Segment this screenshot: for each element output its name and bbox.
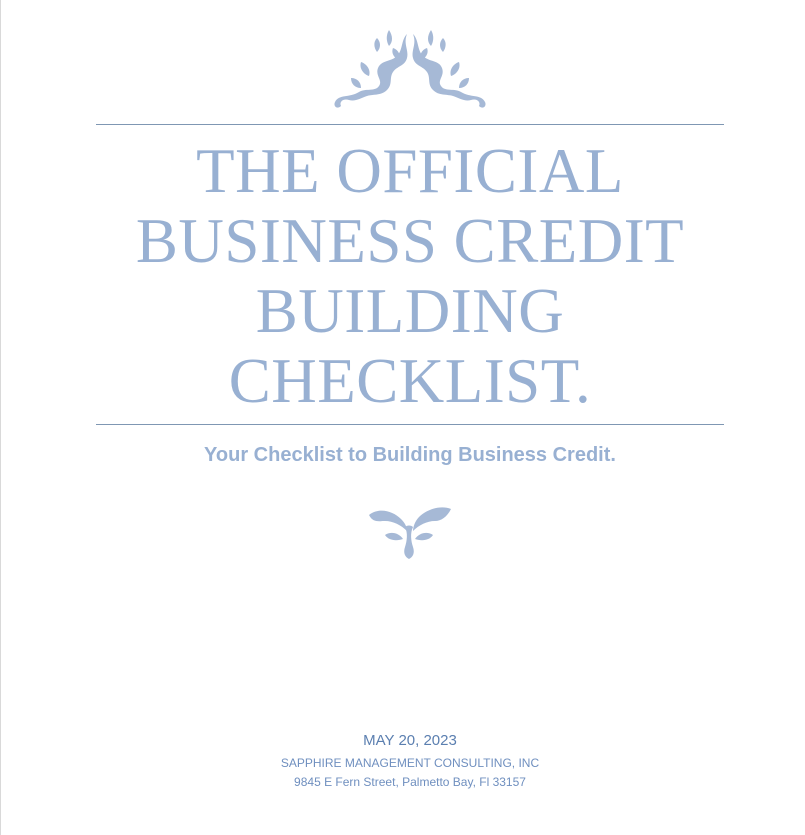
document-date: MAY 20, 2023 — [363, 732, 457, 749]
company-address: 9845 E Fern Street, Palmetto Bay, Fl 33157 — [294, 775, 526, 789]
acanthus-scroll-ornament-icon — [331, 26, 489, 112]
fleuron-ornament-icon — [367, 505, 453, 561]
title-line-1: THE OFFICIAL — [196, 136, 624, 206]
document-title — [96, 136, 724, 416]
title-line-2: BUSINESS CREDIT — [135, 206, 685, 276]
title-line-4: CHECKLIST. — [228, 346, 592, 416]
top-divider — [96, 124, 724, 125]
document-subtitle: Your Checklist to Building Business Credit. — [204, 444, 616, 466]
company-name: SAPPHIRE MANAGEMENT CONSULTING, INC — [280, 756, 540, 770]
bottom-divider — [96, 424, 724, 425]
title-line-3: BUILDING — [255, 276, 565, 346]
